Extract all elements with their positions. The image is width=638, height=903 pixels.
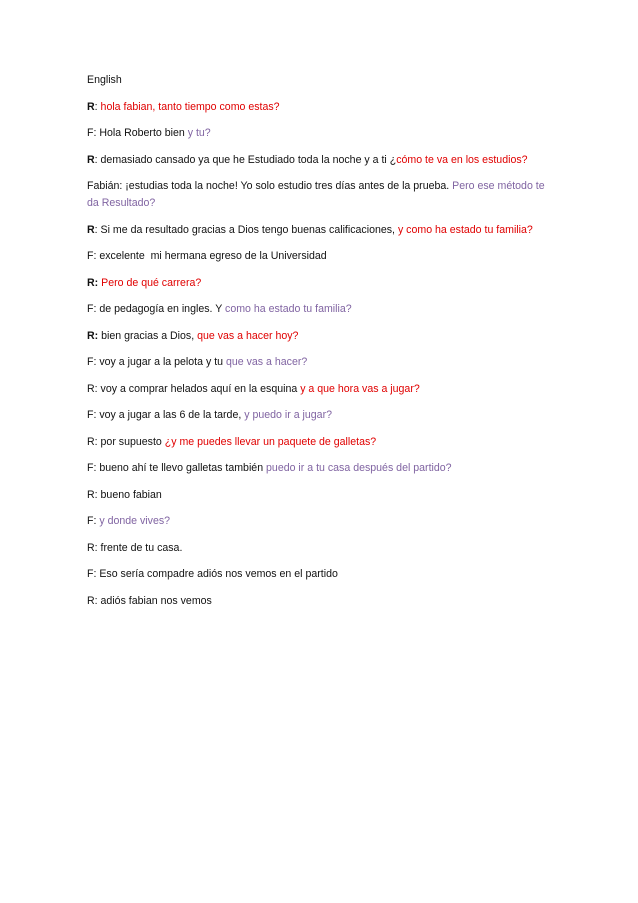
dialogue-line [87, 248, 557, 265]
dialogue-line [87, 328, 557, 345]
dialogue-line [87, 125, 557, 142]
dialogue-line [87, 178, 557, 212]
line-text: F: Hola Roberto bien [87, 127, 188, 139]
question-purple: y donde vives? [99, 515, 171, 527]
question-red: cómo te va en los estudios? [396, 153, 528, 166]
line-text: F: voy a jugar a la pelota y tu [87, 356, 226, 368]
line-text: : demasiado cansado ya que he Estudiado toda la noche y a ti ¿ [94, 153, 397, 166]
line-text: F: Eso sería compadre adiós nos vemos en el partido [87, 568, 338, 580]
speaker-label: R: [87, 329, 99, 342]
question-red: y como ha estado tu familia? [397, 223, 533, 236]
dialogue [87, 99, 557, 610]
dialogue-line [87, 407, 557, 424]
dialogue-line [87, 460, 557, 477]
dialogue-line [87, 487, 557, 504]
speaker-label: R [87, 153, 95, 166]
dialogue-line [87, 513, 557, 530]
line-text: F: bueno ahí te llevo galletas también [87, 462, 267, 474]
dialogue-line [87, 222, 557, 239]
dialogue-line [87, 540, 557, 557]
line-text: R: bueno fabian [87, 488, 162, 501]
dialogue-line [87, 354, 557, 371]
line-text: R: voy a comprar helados aquí en la esquina [87, 382, 301, 395]
dialogue-line [87, 381, 557, 398]
question-red: hola fabian, tanto tiempo como estas? [100, 100, 280, 113]
speaker-label: R: [87, 276, 99, 289]
question-purple: como ha estado tu familia? [225, 303, 352, 315]
question-purple: puedo ir a tu casa después del partido? [266, 462, 452, 474]
question-purple: y puedo ir a jugar? [244, 409, 332, 421]
line-text: : Si me da resultado gracias a Dios tengo buenas calificaciones, [94, 223, 398, 236]
speaker-label: R [87, 100, 95, 113]
document-page [87, 72, 557, 619]
dialogue-line [87, 593, 557, 610]
line-text: F: [87, 515, 100, 527]
line-text: bien gracias a Dios, [98, 329, 198, 342]
dialogue-line [87, 99, 557, 116]
question-purple: que vas a hacer? [225, 356, 308, 368]
question-red: Pero de qué carrera? [101, 276, 202, 289]
line-text: F: de pedagogía en ingles. Y [87, 303, 226, 315]
question-purple: Pero ese método te da Resultado? [87, 180, 548, 209]
question-red: y a que hora vas a jugar? [300, 382, 420, 395]
dialogue-line [87, 275, 557, 292]
dialogue-line [87, 434, 557, 451]
dialogue-line [87, 152, 557, 169]
question-purple: y tu? [187, 127, 211, 139]
line-text: R: adiós fabian nos vemos [87, 594, 212, 607]
document-heading: English [87, 74, 122, 86]
line-text: R: frente de tu casa. [87, 541, 183, 554]
dialogue-line [87, 301, 557, 318]
dialogue-line [87, 566, 557, 583]
line-text: F: voy a jugar a las 6 de la tarde, [87, 409, 245, 421]
line-text: Fabián: ¡estudias toda la noche! Yo solo estudio tres días antes de la prueba. [87, 180, 453, 192]
question-red: que vas a hacer hoy? [197, 329, 299, 342]
line-text: R: por supuesto [87, 435, 165, 448]
question-red: ¿y me puedes llevar un paquete de galletas? [164, 435, 377, 448]
line-text: : [94, 100, 101, 113]
speaker-label: R [87, 223, 95, 236]
line-text: F: excelente mi hermana egreso de la Universidad [87, 250, 327, 262]
